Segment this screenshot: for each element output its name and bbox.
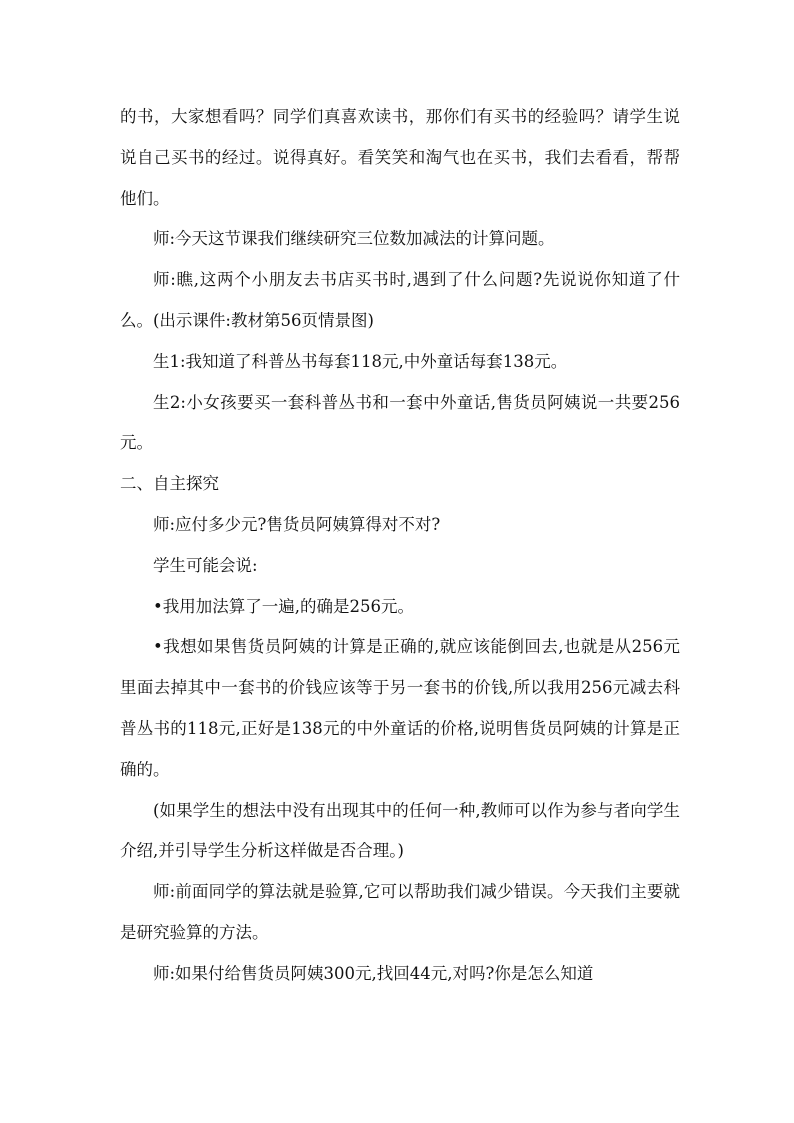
paragraph-note: (如果学生的想法中没有出现其中的任何一种,教师可以作为参与者向学生介绍,并引导学生分析这样做是否合理。) [120,800,680,861]
paragraph-teacher-1: 师:今天这节课我们继续研究三位数加减法的计算问题。 [153,229,555,249]
paragraph-teacher-5: 师:如果付给售货员阿姨300元,找回44元,对吗?你是怎么知道 [153,963,594,983]
document-body [120,97,680,995]
bullet-item-1: •我用加法算了一遍,的确是256元。 [153,596,414,616]
paragraph-student-2: 生2:小女孩要买一套科普丛书和一套中外童话,售货员阿姨说一共要256元。 [120,392,680,453]
paragraph-students-may-say: 学生可能会说: [153,555,258,575]
paragraph-student-1: 生1:我知道了科普丛书每套118元,中外童话每套138元。 [153,351,568,371]
section-heading: 二、自主探究 [120,474,219,494]
paragraph-teacher-4: 师:前面同学的算法就是验算,它可以帮助我们减少错误。今天我们主要就是研究验算的方法。 [120,882,680,942]
paragraph-teacher-3: 师:应付多少元?售货员阿姨算得对不对? [153,514,441,534]
paragraph-intro: 的书，大家想看吗？同学们真喜欢读书，那你们有买书的经验吗？请学生说说自己买书的经过。说得真好。看笑笑和淘气也在买书，我们去看看，帮帮他们。 [120,107,680,208]
paragraph-teacher-2: 师:瞧,这两个小朋友去书店买书时,遇到了什么问题?先说说你知道了什么。(出示课件:教材第56页情景图) [120,270,680,330]
bullet-item-2: •我想如果售货员阿姨的计算是正确的,就应该能倒回去,也就是从256元里面去掉其中一套书的价钱应该等于另一套书的价钱,所以我用256元减去科普丛书的118元,正好是138元的中外童话的价格,说明售货员阿姨的计算是正确的。 [120,637,680,779]
